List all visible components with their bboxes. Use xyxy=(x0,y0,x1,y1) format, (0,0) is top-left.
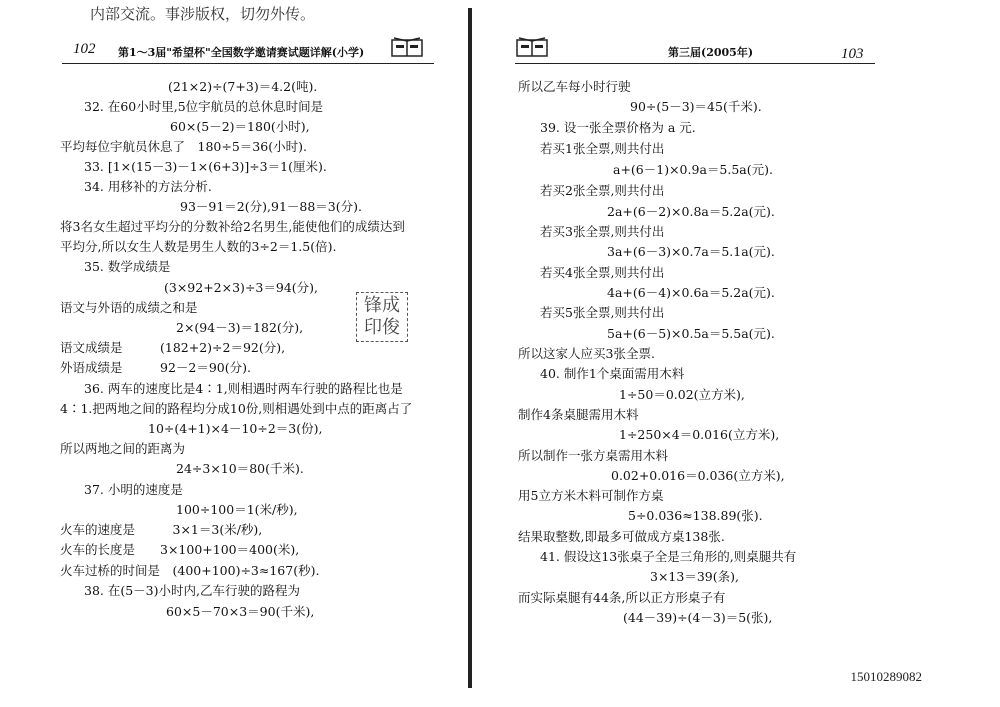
text-line: a+(6－1)×0.9a＝5.5a(元). xyxy=(613,162,773,177)
text-line: 火车的速度是 3×1＝3(米/秒), xyxy=(60,522,263,537)
text-line: 24÷3×10＝80(千米). xyxy=(176,461,304,476)
page-number-left: 102 xyxy=(73,41,96,57)
text-line: 若买1张全票,则共付出 xyxy=(540,141,665,156)
text-line: 1÷50＝0.02(立方米), xyxy=(619,387,745,402)
text-line: 语文与外语的成绩之和是 xyxy=(60,300,198,315)
text-line: 5÷0.036≈138.89(张). xyxy=(628,508,763,523)
text-line: 39. 设一张全票价格为 a 元. xyxy=(540,120,696,135)
page-header-left: 第1～3届"希望杯"全国数学邀请赛试题详解(小学) xyxy=(118,46,365,59)
text-line: 32. 在60小时里,5位宇航员的总休息时间是 xyxy=(84,99,324,114)
text-line: 4a+(6－4)×0.6a＝5.2a(元). xyxy=(607,285,775,300)
text-line: 60×5－70×3＝90(千米), xyxy=(166,604,315,619)
text-line: 38. 在(5－3)小时内,乙车行驶的路程为 xyxy=(84,583,300,598)
text-line: 平均分,所以女生人数是男生人数的3÷2＝1.5(倍). xyxy=(60,239,337,254)
text-line: 所以两地之间的距离为 xyxy=(60,441,186,456)
text-line: 37. 小明的速度是 xyxy=(84,482,183,497)
page-number-right: 103 xyxy=(841,46,864,62)
text-line: 5a+(6－5)×0.5a＝5.5a(元). xyxy=(607,326,775,341)
text-line: 40. 制作1个桌面需用木料 xyxy=(540,366,685,381)
text-line: 93－91＝2(分),91－88＝3(分). xyxy=(180,199,362,214)
text-line: 所以乙车每小时行驶 xyxy=(518,79,631,94)
header-rule-left xyxy=(62,63,434,64)
text-line: 3×13＝39(条), xyxy=(650,569,739,584)
text-line: 33. [1×(15－3)－1×(6+3)]÷3＝1(厘米). xyxy=(84,159,327,174)
text-line: 语文成绩是 (182+2)÷2＝92(分), xyxy=(60,340,286,355)
text-line: 若买3张全票,则共付出 xyxy=(540,224,665,239)
text-line: 2×(94－3)＝182(分), xyxy=(176,320,304,335)
text-line: 41. 假设这13张桌子全是三角形的,则桌腿共有 xyxy=(540,549,797,564)
text-line: 34. 用移补的方法分析. xyxy=(84,179,212,194)
text-line: 60×(5－2)＝180(小时), xyxy=(170,119,310,134)
page-header-right: 第三届(2005年) xyxy=(668,46,754,59)
text-line: 而实际桌腿有44条,所以正方形桌子有 xyxy=(518,590,726,605)
text-line: 36. 两车的速度比是4∶1,则相遇时两车行驶的路程比也是 xyxy=(84,381,403,396)
text-line: 4∶1.把两地之间的路程均分成10份,则相遇处到中点的距离占了 xyxy=(60,401,413,416)
text-line: 若买5张全票,则共付出 xyxy=(540,305,665,320)
text-line: 将3名女生超过平均分的分数补给2名男生,能使他们的成绩达到 xyxy=(60,219,405,234)
text-line: 1÷250×4＝0.016(立方米), xyxy=(619,427,780,442)
text-line: 用5立方米木料可制作方桌 xyxy=(518,488,664,503)
text-line: 制作4条桌腿需用木料 xyxy=(518,407,639,422)
book-logo-icon xyxy=(515,36,549,58)
text-line: 火车过桥的时间是 (400+100)÷3≈167(秒). xyxy=(60,563,320,578)
stamp-line: 印俊 xyxy=(364,317,400,338)
header-rule-right xyxy=(515,63,875,64)
text-line: (21×2)÷(7+3)＝4.2(吨). xyxy=(168,79,318,94)
text-line: (44－39)÷(4－3)＝5(张), xyxy=(623,610,773,625)
text-line: 所以制作一张方桌需用木料 xyxy=(518,448,669,463)
text-line: 平均每位宇航员休息了 180÷5＝36(小时). xyxy=(60,139,307,154)
right-page xyxy=(475,0,1000,707)
book-logo-icon xyxy=(390,36,424,58)
text-line: (3×92+2×3)÷3＝94(分), xyxy=(164,280,318,295)
text-line: 90÷(5－3)＝45(千米). xyxy=(630,99,762,114)
text-line: 0.02+0.016＝0.036(立方米), xyxy=(611,468,785,483)
text-line: 结果取整数,即最多可做成方桌138张. xyxy=(518,529,725,544)
text-line: 外语成绩是 92－2＝90(分). xyxy=(60,360,251,375)
text-line: 若买2张全票,则共付出 xyxy=(540,183,665,198)
phone-number: 15010289082 xyxy=(850,669,922,684)
text-line: 所以这家人应买3张全票. xyxy=(518,346,655,361)
text-line: 2a+(6－2)×0.8a＝5.2a(元). xyxy=(607,204,775,219)
text-line: 火车的长度是 3×100+100＝400(米), xyxy=(60,542,300,557)
text-line: 100÷100＝1(米/秒), xyxy=(176,502,298,517)
left-page xyxy=(0,0,468,707)
watermark-text: 内部交流。事涉版权，切勿外传。 xyxy=(90,5,316,23)
text-line: 35. 数学成绩是 xyxy=(84,259,171,274)
text-line: 10÷(4+1)×4－10÷2＝3(份), xyxy=(148,421,323,436)
stamp-seal xyxy=(356,292,408,342)
stamp-line: 锋成 xyxy=(364,295,400,316)
book-spine xyxy=(468,8,472,688)
text-line: 若买4张全票,则共付出 xyxy=(540,265,665,280)
text-line: 3a+(6－3)×0.7a＝5.1a(元). xyxy=(607,244,775,259)
